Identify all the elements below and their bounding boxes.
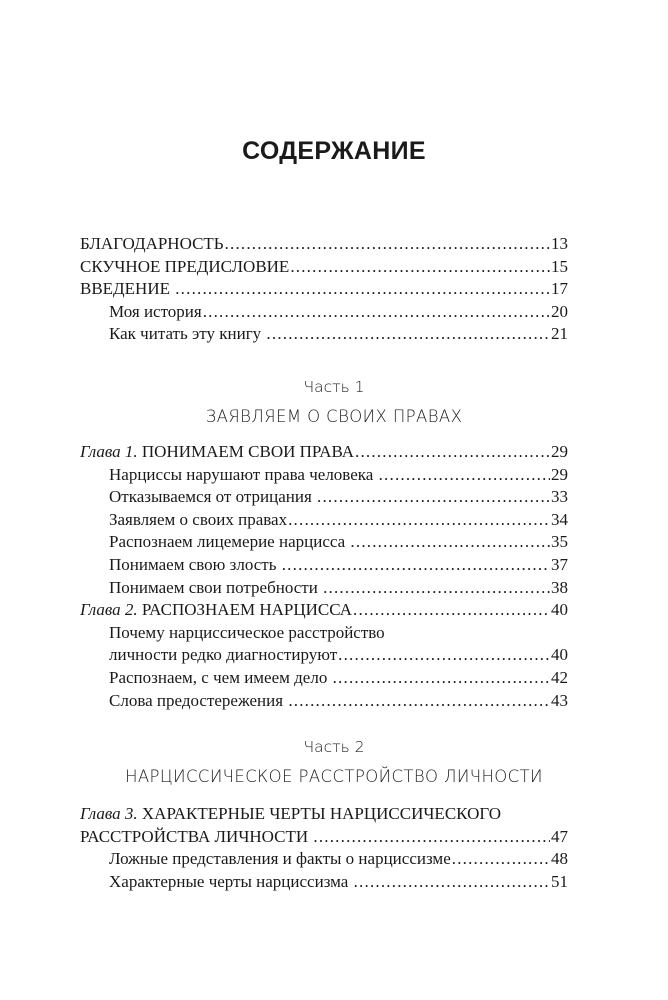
- page-title: СОДЕРЖАНИЕ: [242, 137, 426, 165]
- toc-entry[interactable]: [80, 848, 568, 871]
- toc-entry[interactable]: [80, 826, 568, 849]
- toc-entry[interactable]: [80, 531, 568, 554]
- page-number: 21: [551, 324, 568, 344]
- toc-entry-text: Моя история: [109, 301, 202, 321]
- toc-entry-label: [109, 622, 385, 645]
- toc-entry-label: [109, 871, 353, 894]
- toc-entry-text: Как читать эту книгу: [109, 324, 266, 344]
- dot-leader: [282, 554, 550, 577]
- toc-entry-label: [109, 644, 337, 667]
- dot-leader: [203, 301, 550, 324]
- chapter-prefix: Глава 2.: [80, 600, 138, 620]
- part-number: Часть 1: [303, 378, 365, 396]
- toc-entry-label: [109, 667, 332, 690]
- toc-entry[interactable]: [80, 599, 568, 622]
- toc-entry[interactable]: [80, 486, 568, 509]
- toc-entry[interactable]: [80, 464, 568, 487]
- toc-section-part-2: [80, 803, 568, 893]
- part-heading-2: [0, 738, 668, 786]
- toc-entry-text: Понимаем свою злость: [109, 554, 281, 574]
- dot-leader: [379, 464, 550, 487]
- toc-entry-label: [109, 531, 349, 554]
- toc-entry[interactable]: [80, 690, 568, 713]
- toc-entry-text: ПОНИМАЕМ СВОИ ПРАВА: [141, 442, 355, 461]
- page-number: 13: [551, 234, 568, 253]
- toc-entry-text: Распознаем лицемерие нарцисса: [109, 532, 350, 552]
- page-number: 37: [551, 554, 568, 574]
- chapter-prefix: Глава 1.: [80, 442, 138, 461]
- toc-entry-label: [80, 441, 354, 464]
- toc-entry[interactable]: [80, 871, 568, 894]
- page-number: 42: [551, 667, 568, 687]
- page-number: 43: [551, 690, 568, 710]
- toc-entry-label: [109, 554, 281, 577]
- toc-entry[interactable]: [80, 256, 568, 279]
- dot-leader: [353, 599, 550, 622]
- dot-leader: [175, 278, 550, 301]
- page-number: 34: [551, 509, 568, 529]
- page-number: 33: [551, 487, 568, 507]
- page-number: 15: [551, 256, 568, 276]
- dot-leader: [317, 486, 550, 509]
- page-number: 20: [551, 301, 568, 321]
- toc-entry-label: [80, 599, 352, 622]
- page-number: 29: [551, 464, 568, 484]
- toc-entry-text: Распознаем, с чем имеем дело: [109, 667, 332, 687]
- toc-entry-text: СКУЧНОЕ ПРЕДИСЛОВИЕ: [80, 256, 290, 276]
- dot-leader: [354, 871, 550, 894]
- page-number: 51: [551, 871, 568, 891]
- toc-entry[interactable]: [80, 509, 568, 532]
- toc-entry-label: [80, 803, 501, 826]
- toc-entry[interactable]: [80, 644, 568, 667]
- dot-leader: [288, 509, 550, 532]
- page-number: 40: [551, 645, 568, 665]
- dot-leader: [313, 826, 550, 849]
- part-name: НАРЦИССИЧЕСКОЕ РАССТРОЙСТВО ЛИЧНОСТИ: [125, 767, 543, 786]
- dot-leader: [452, 848, 550, 871]
- toc-entry-text: Характерные черты нарциссизма: [109, 871, 353, 891]
- dot-leader: [288, 690, 550, 713]
- part-heading-1: [0, 378, 668, 426]
- page-number: 35: [551, 532, 568, 552]
- toc-entry-text: Ложные представления и факты о нарциссизме: [109, 849, 451, 869]
- toc-section-front: [80, 233, 568, 346]
- toc-section-part-1: [80, 441, 568, 712]
- toc-entry-label: [80, 278, 174, 301]
- toc-entry[interactable]: [80, 577, 568, 600]
- page-number: 47: [551, 826, 568, 846]
- part-name: ЗАЯВЛЯЕМ О СВОИХ ПРАВАХ: [205, 407, 463, 426]
- dot-leader: [323, 577, 550, 600]
- toc-entry-text: Заявляем о своих правах: [109, 509, 288, 529]
- toc-entry-label: [80, 826, 312, 849]
- page-number: 29: [551, 442, 568, 461]
- dot-leader: [333, 667, 550, 690]
- dot-leader: [225, 233, 550, 256]
- toc-entry-text: Почему нарциссическое расстройство: [109, 622, 385, 642]
- toc-entry-line[interactable]: [80, 803, 568, 826]
- page-number: 40: [551, 600, 568, 620]
- toc-entry-label: [109, 486, 316, 509]
- toc-entry[interactable]: [80, 278, 568, 301]
- toc-entry-text: РАССТРОЙСТВА ЛИЧНОСТИ: [80, 826, 313, 846]
- toc-entry-text: Нарциссы нарушают права человека: [109, 464, 378, 484]
- toc-entry[interactable]: [80, 301, 568, 324]
- page-number: 38: [551, 577, 568, 597]
- toc-entry-line[interactable]: [80, 622, 568, 645]
- toc-entry-label: [109, 464, 378, 487]
- dot-leader: [355, 441, 550, 464]
- toc-entry-label: [109, 577, 322, 600]
- toc-entry-label: [109, 323, 265, 346]
- toc-entry-text: Слова предостережения: [109, 690, 288, 710]
- toc-entry-label: [109, 509, 287, 532]
- toc-entry-label: [80, 256, 289, 279]
- toc-entry-text: Отказываемся от отрицания: [109, 487, 317, 507]
- toc-entry-text: БЛАГОДАРНОСТЬ: [80, 234, 224, 253]
- toc-entry-text: Понимаем свои потребности: [109, 577, 323, 597]
- part-number: Часть 2: [303, 738, 365, 756]
- page-number: 48: [551, 849, 568, 869]
- dot-leader: [266, 323, 550, 346]
- toc-entry-label: [109, 301, 202, 324]
- toc-entry-label: [80, 233, 224, 256]
- page-number: 17: [551, 279, 568, 299]
- dot-leader: [338, 644, 550, 667]
- chapter-prefix: Глава 3.: [80, 804, 138, 823]
- toc-entry[interactable]: [80, 233, 568, 256]
- toc-entry-label: [109, 848, 451, 871]
- toc-entry-text: ВВЕДЕНИЕ: [80, 279, 175, 299]
- toc-entry[interactable]: [80, 441, 568, 464]
- toc-entry-text: РАСПОЗНАЕМ НАРЦИССА: [141, 600, 352, 620]
- toc-entry[interactable]: [80, 323, 568, 346]
- dot-leader: [350, 531, 550, 554]
- toc-entry-text: ХАРАКТЕРНЫЕ ЧЕРТЫ НАРЦИССИЧЕСКОГО: [141, 804, 502, 823]
- dot-leader: [290, 256, 550, 279]
- toc-entry-text: личности редко диагностируют: [109, 645, 338, 665]
- toc-entry-label: [109, 690, 287, 713]
- toc-entry[interactable]: [80, 554, 568, 577]
- toc-entry[interactable]: [80, 667, 568, 690]
